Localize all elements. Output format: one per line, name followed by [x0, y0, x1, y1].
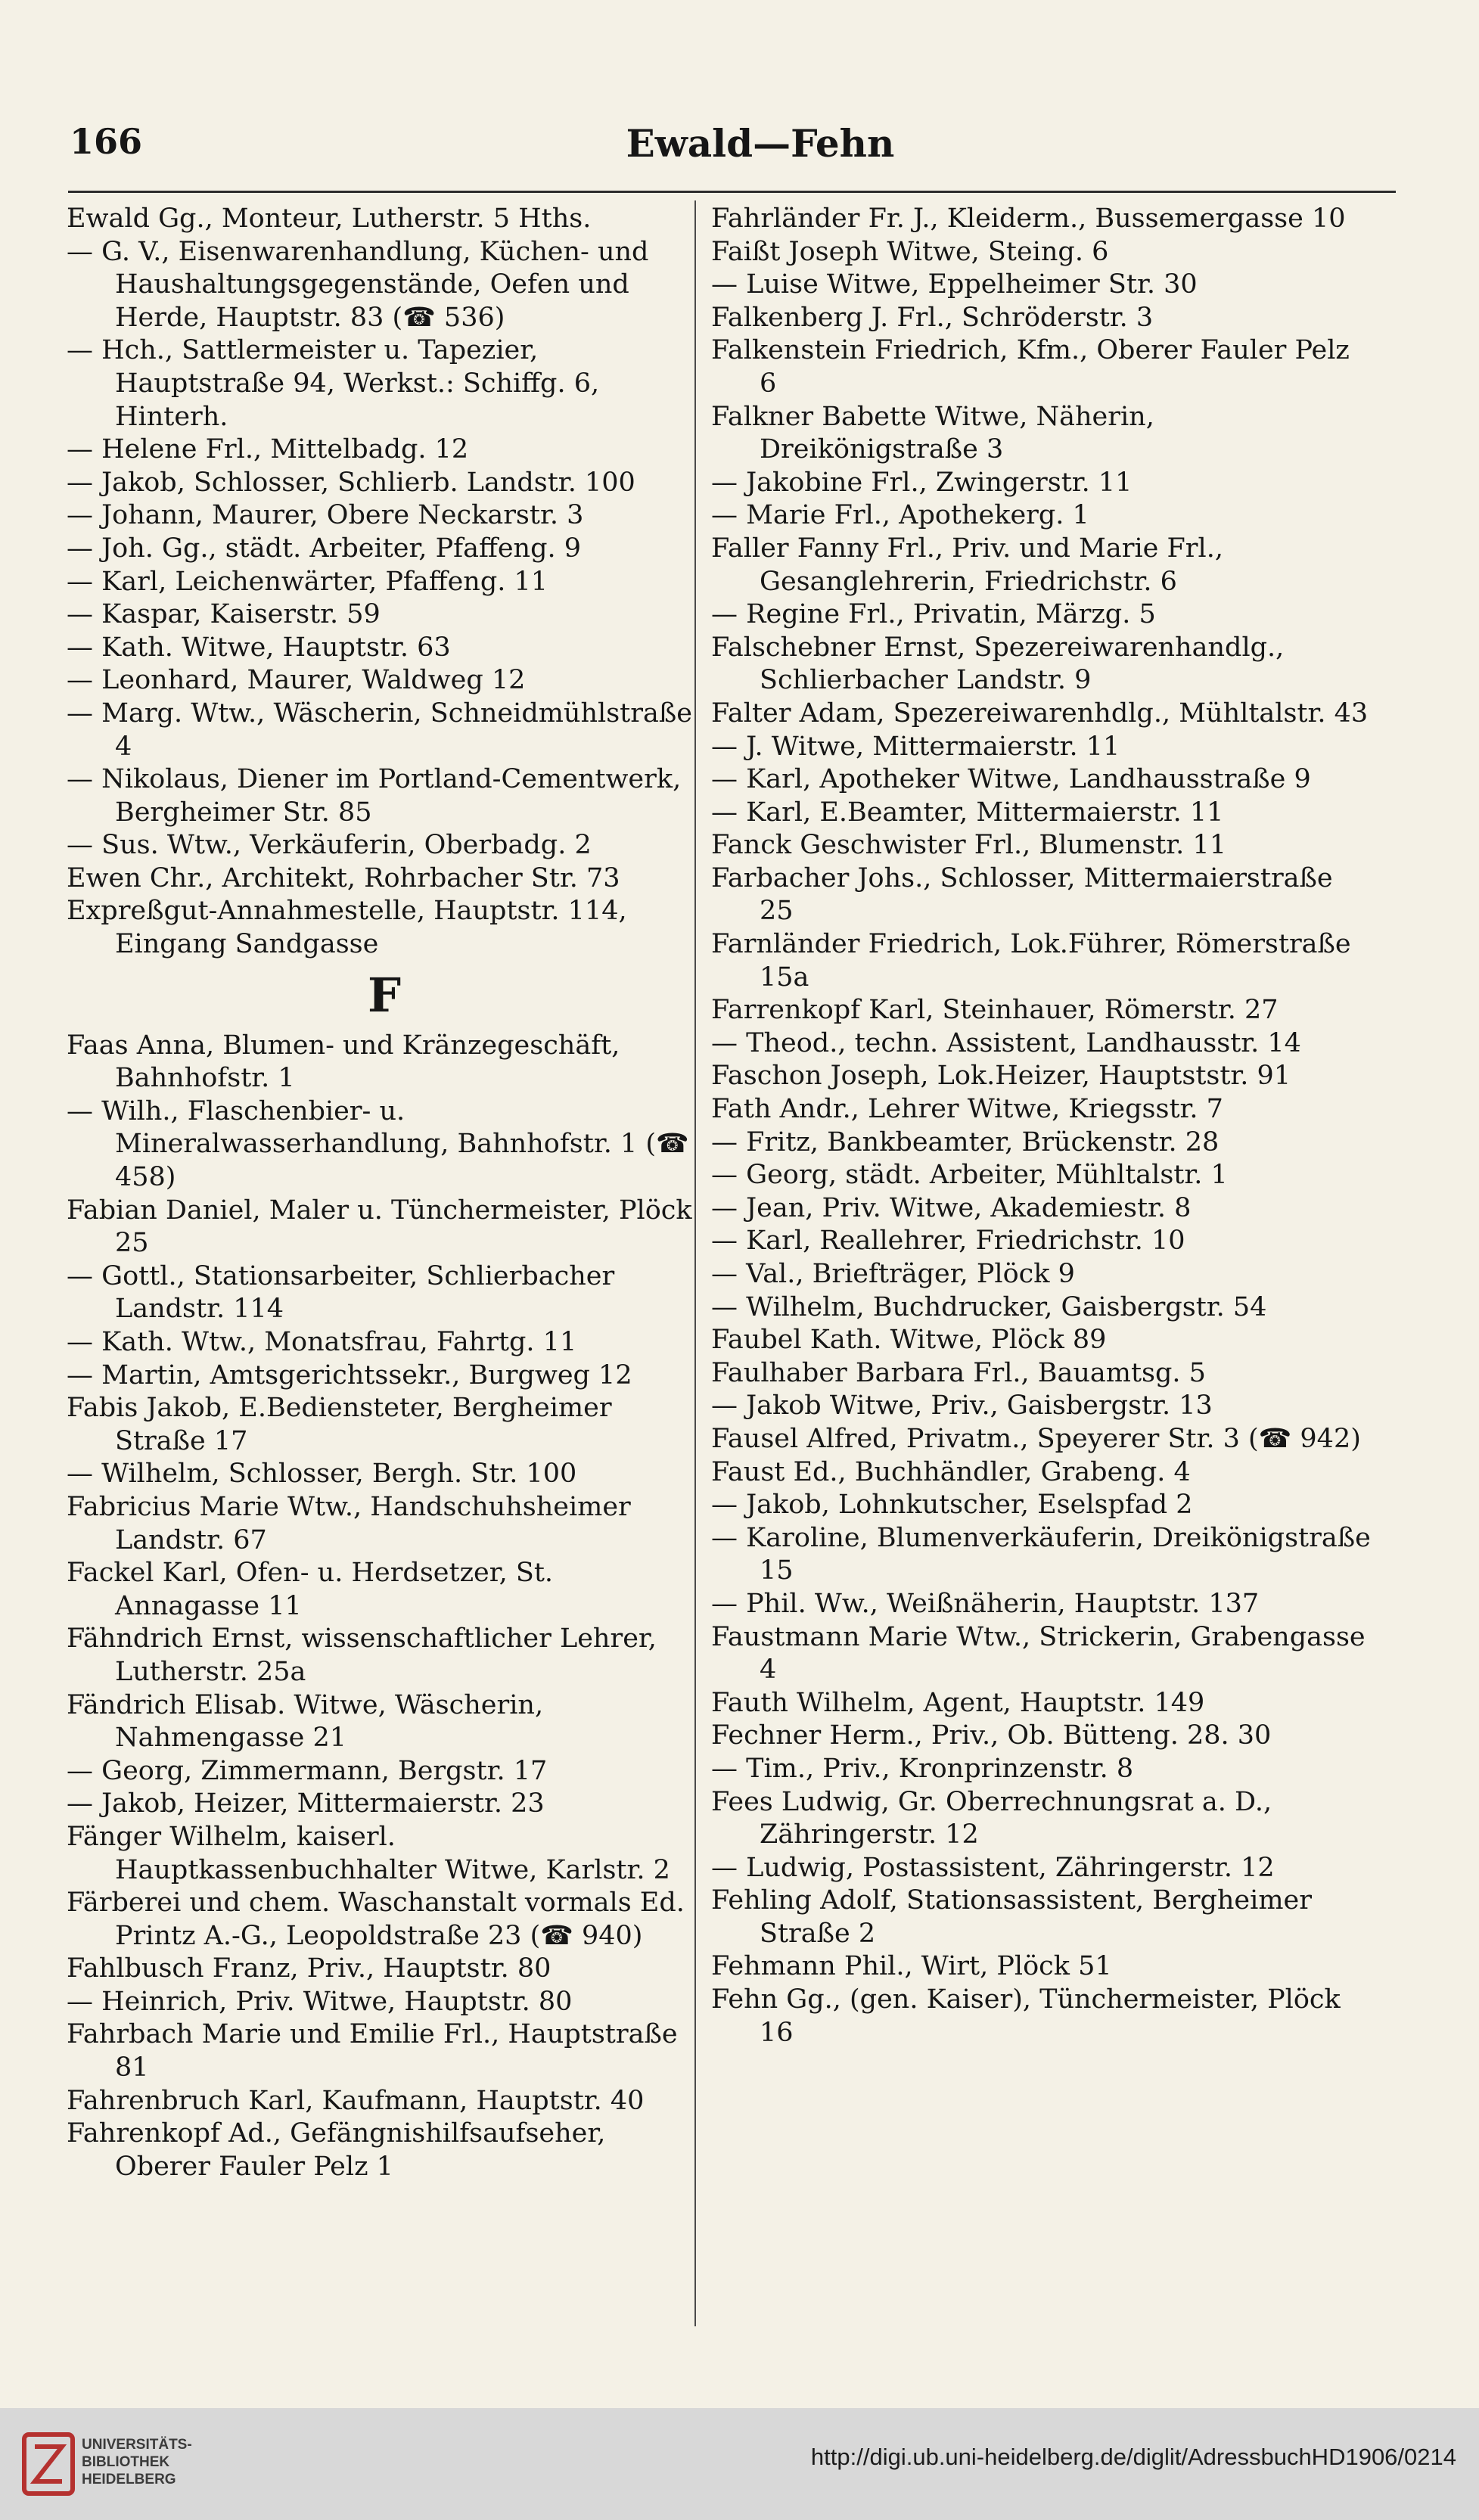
running-head: Ewald—Fehn [626, 121, 895, 166]
directory-entry: — Kath. Witwe, Hauptstr. 63 [67, 632, 451, 663]
directory-entry: Fabian Daniel, Maler u. Tünchermeister, Plöck 25 [67, 1195, 692, 1259]
directory-entry: — Karoline, Blumenverkäuferin, Dreikönigstraße 15 [711, 1522, 1371, 1586]
directory-entry: — Martin, Amtsgerichtssekr., Burgweg 12 [67, 1359, 632, 1391]
directory-entry: — Fritz, Bankbeamter, Brückenstr. 28 [711, 1126, 1220, 1157]
directory-entry: Fahrländer Fr. J., Kleiderm., Bussemergasse 10 [711, 204, 1346, 234]
directory-entry: Faust Ed., Buchhändler, Grabeng. 4 [711, 1456, 1191, 1487]
directory-entry: Fauth Wilhelm, Agent, Hauptstr. 149 [711, 1687, 1205, 1718]
directory-entry: Faißt Joseph Witwe, Steing. 6 [711, 236, 1109, 267]
section-letter: F [367, 967, 402, 1023]
directory-entry: Faschon Joseph, Lok.Heizer, Hauptststr. 91 [711, 1061, 1291, 1092]
directory-entry: Ewen Chr., Architekt, Rohrbacher Str. 73 [67, 862, 620, 893]
directory-entry: — Georg, Zimmermann, Bergstr. 17 [67, 1755, 548, 1786]
directory-entry: Färberei und chem. Waschanstalt vormals Ed. Printz A.-G., Leopoldstraße 23 (☎ 940) [67, 1888, 685, 1951]
directory-entry: Fändrich Elisab. Witwe, Wäscherin, Nahmengasse 21 [67, 1689, 544, 1754]
directory-entry: — Marg. Wtw., Wäscherin, Schneidmühlstraße 4 [67, 698, 692, 762]
directory-entry: Faulhaber Barbara Frl., Bauamtsg. 5 [711, 1357, 1206, 1388]
directory-entry: — Regine Frl., Privatin, Märzg. 5 [711, 599, 1156, 630]
directory-entry: — Tim., Priv., Kronprinzenstr. 8 [711, 1753, 1134, 1784]
directory-entry: Fechner Herm., Priv., Ob. Bütteng. 28. 30 [711, 1720, 1272, 1751]
header-rule [68, 191, 1396, 193]
directory-entry: — Jakob Witwe, Priv., Gaisbergstr. 13 [711, 1391, 1213, 1422]
directory-entry: Farnländer Friedrich, Lok.Führer, Römerstraße 15a [711, 929, 1351, 993]
directory-entry: — J. Witwe, Mittermaierstr. 11 [711, 731, 1120, 762]
directory-entry: — Wilh., Flaschenbier- u. Mineralwasserhandlung, Bahnhofstr. 1 (☎ 458) [67, 1095, 689, 1193]
directory-entry: — Leonhard, Maurer, Waldweg 12 [67, 665, 526, 696]
directory-entry: — Jakob, Heizer, Mittermaierstr. 23 [67, 1788, 545, 1819]
library-logo-icon [18, 2430, 79, 2498]
footer-url[interactable]: http://digi.ub.uni-heidelberg.de/diglit/AdressbuchHD1906/0214 [810, 2444, 1456, 2470]
directory-entry: — Heinrich, Priv. Witwe, Hauptstr. 80 [67, 1986, 573, 2017]
directory-entry: — Karl, Reallehrer, Friedrichstr. 10 [711, 1226, 1185, 1257]
directory-entry: Fahrenkopf Ad., Gefängnishilfsaufseher, Oberer Fauler Pelz 1 [67, 2118, 606, 2182]
right-column [711, 203, 1373, 2049]
footer-org-line: HEIDELBERG [82, 2472, 176, 2487]
directory-entry: — Marie Frl., Apothekerg. 1 [711, 500, 1089, 531]
directory-entry: Farbacher Johs., Schlosser, Mittermaierstraße 25 [711, 862, 1333, 927]
directory-entry: Fehling Adolf, Stationsassistent, Bergheimer Straße 2 [711, 1885, 1312, 1949]
directory-entry: Falschebner Ernst, Spezereiwarenhandlg., Schlierbacher Landstr. 9 [711, 632, 1285, 696]
directory-entry: — Johann, Maurer, Obere Neckarstr. 3 [67, 500, 584, 531]
directory-entry: Expreßgut-Annahmestelle, Hauptstr. 114, Eingang Sandgasse [67, 896, 627, 960]
directory-entry: — Theod., techn. Assistent, Landhausstr. 14 [711, 1027, 1301, 1058]
directory-entry: Falkenberg J. Frl., Schröderstr. 3 [711, 302, 1154, 333]
directory-entry: Fabis Jakob, E.Bediensteter, Bergheimer Straße 17 [67, 1393, 612, 1456]
directory-entry: Falkner Babette Witwe, Näherin, Dreikönigstraße 3 [711, 401, 1154, 465]
page-number: 166 [70, 121, 143, 162]
directory-entry: — Ludwig, Postassistent, Zähringerstr. 12 [711, 1852, 1275, 1883]
directory-entry: Fehn Gg., (gen. Kaiser), Tünchermeister, Plöck 16 [711, 1984, 1341, 2048]
directory-entry: Fahrbach Marie und Emilie Frl., Hauptstraße 81 [67, 2019, 678, 2083]
directory-entry: — Karl, Leichenwärter, Pfaffeng. 11 [67, 566, 548, 597]
directory-entry: — Jakob, Lohnkutscher, Eselspfad 2 [711, 1490, 1193, 1521]
directory-entry: Faustmann Marie Wtw., Strickerin, Grabengasse 4 [711, 1621, 1366, 1686]
directory-entry: — Jakob, Schlosser, Schlierb. Landstr. 100 [67, 467, 635, 498]
directory-entry: Fahrenbruch Karl, Kaufmann, Hauptstr. 40 [67, 2085, 645, 2116]
directory-entry: — Karl, Apotheker Witwe, Landhausstraße 9 [711, 764, 1311, 795]
directory-entry: — Nikolaus, Diener im Portland-Cementwerk, Bergheimer Str. 85 [67, 764, 682, 828]
directory-entry: Fanck Geschwister Frl., Blumenstr. 11 [711, 830, 1226, 861]
directory-entry: Fabricius Marie Wtw., Handschuhsheimer Landstr. 67 [67, 1491, 631, 1555]
directory-entry: — Georg, städt. Arbeiter, Mühltalstr. 1 [711, 1160, 1228, 1191]
directory-entry: — Kath. Wtw., Monatsfrau, Fahrtg. 11 [67, 1327, 577, 1357]
directory-entry: Fausel Alfred, Privatm., Speyerer Str. 3 (☎ 942) [711, 1423, 1361, 1454]
directory-entry: — Wilhelm, Schlosser, Bergh. Str. 100 [67, 1459, 577, 1490]
directory-entry: Faller Fanny Frl., Priv. und Marie Frl., Gesanglehrerin, Friedrichstr. 6 [711, 533, 1223, 597]
directory-entry: — Karl, E.Beamter, Mittermaierstr. 11 [711, 797, 1224, 828]
directory-entry: Fees Ludwig, Gr. Oberrechnungsrat a. D., Zähringerstr. 12 [711, 1786, 1272, 1850]
directory-entry: Falter Adam, Spezereiwarenhdlg., Mühltalstr. 43 [711, 698, 1369, 729]
directory-entry: — Wilhelm, Buchdrucker, Gaisbergstr. 54 [711, 1291, 1267, 1322]
directory-entry: Ewald Gg., Monteur, Lutherstr. 5 Hths. [67, 204, 592, 234]
directory-entry: Falkenstein Friedrich, Kfm., Oberer Fauler Pelz 6 [711, 335, 1350, 399]
directory-entry: — Kaspar, Kaiserstr. 59 [67, 599, 381, 630]
directory-entry: — Gottl., Stationsarbeiter, Schlierbacher Landstr. 114 [67, 1260, 615, 1325]
directory-entry: Fänger Wilhelm, kaiserl. Hauptkassenbuchhalter Witwe, Karlstr. 2 [67, 1821, 670, 1885]
directory-entry: Faas Anna, Blumen- und Kränzegeschäft, Bahnhofstr. 1 [67, 1030, 620, 1094]
directory-entry: — Phil. Ww., Weißnäherin, Hauptstr. 137 [711, 1588, 1260, 1619]
footer-org-line: UNIVERSITÄTS- [82, 2437, 192, 2453]
footer-org [82, 2436, 192, 2488]
directory-entry: — Joh. Gg., städt. Arbeiter, Pfaffeng. 9 [67, 533, 582, 564]
directory-entry: — Jean, Priv. Witwe, Akademiestr. 8 [711, 1192, 1192, 1223]
directory-entry: Faubel Kath. Witwe, Plöck 89 [711, 1325, 1107, 1356]
directory-entry: — Helene Frl., Mittelbadg. 12 [67, 434, 469, 465]
directory-entry: — Jakobine Frl., Zwingerstr. 11 [711, 467, 1133, 498]
directory-entry: Fath Andr., Lehrer Witwe, Kriegsstr. 7 [711, 1094, 1223, 1125]
directory-entry: — Luise Witwe, Eppelheimer Str. 30 [711, 269, 1198, 300]
directory-entry: — Val., Briefträger, Plöck 9 [711, 1259, 1075, 1289]
directory-entry: — Hch., Sattlermeister u. Tapezier, Hauptstraße 94, Werkst.: Schiffg. 6, Hinterh. [67, 335, 600, 432]
directory-entry: — Sus. Wtw., Verkäuferin, Oberbadg. 2 [67, 830, 592, 861]
left-column [67, 203, 702, 2183]
directory-entry: Fehmann Phil., Wirt, Plöck 51 [711, 1951, 1112, 1982]
directory-entry: Fackel Karl, Ofen- u. Herdsetzer, St. Annagasse 11 [67, 1558, 554, 1621]
directory-entry: Farrenkopf Karl, Steinhauer, Römerstr. 27 [711, 995, 1279, 1026]
directory-entry: Fähndrich Ernst, wissenschaftlicher Lehrer, Lutherstr. 25a [67, 1624, 657, 1687]
footer-org-line: BIBLIOTHEK [82, 2454, 170, 2470]
directory-entry: — G. V., Eisenwarenhandlung, Küchen- und Haushaltungsgegenstände, Oefen und Herde, Hauptstr. 83 (☎ 536) [67, 236, 649, 333]
directory-entry: Fahlbusch Franz, Priv., Hauptstr. 80 [67, 1953, 552, 1984]
